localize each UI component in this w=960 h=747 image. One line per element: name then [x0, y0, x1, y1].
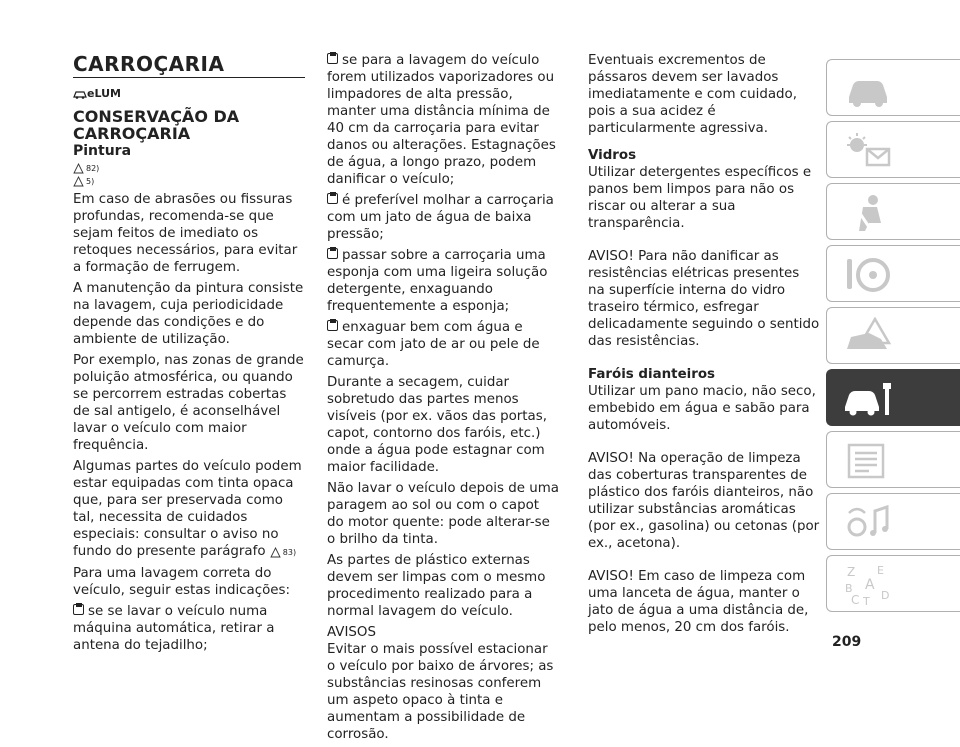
tab-warning-lights[interactable] — [826, 121, 960, 178]
hand-warning-icon — [270, 546, 281, 557]
warning-paragraph: AVISO! Para não danificar as resistências elétricas presentes na superfície interna do vidro traseiro térmico, esfregar delicadamente seguindo o sentido das resistências. — [588, 249, 820, 349]
tab-car-dashboard[interactable] — [826, 59, 960, 116]
bullet-icon — [327, 320, 338, 331]
bullet-item: é preferível molhar a carroçaria com um jato de água de baixa pressão; — [327, 193, 554, 242]
bullet-icon — [327, 248, 338, 259]
index-letter: Z — [847, 565, 856, 579]
bullet-icon — [327, 193, 338, 204]
subheading-vidros: Vidros — [588, 148, 637, 163]
logo-text: eLUM — [87, 87, 121, 100]
section-title: CONSERVAÇÃO DA CARROÇARIA — [73, 107, 240, 143]
tab-seat-safety[interactable] — [826, 183, 960, 240]
index-letter: C — [851, 593, 860, 605]
warning-lights-mail-icon — [843, 131, 893, 171]
tab-emergency[interactable] — [826, 307, 960, 364]
tab-starting-driving[interactable] — [826, 245, 960, 302]
chapter-divider — [73, 77, 305, 78]
multimedia-icon — [843, 503, 893, 543]
paragraph: A manutenção da pintura consiste na lavagem, cuja periodicidade depende das condições e do ambiente de utilização. — [73, 281, 304, 347]
column-2 — [327, 52, 559, 747]
subheading-farois: Faróis dianteiros — [588, 367, 716, 382]
tab-alphabetical-index[interactable] — [826, 555, 960, 612]
column-1 — [73, 143, 305, 658]
page-number: 209 — [832, 634, 862, 650]
electric-vehicle-logo — [73, 87, 121, 100]
paragraph: Em caso de abrasões ou fissuras profundas, recomenda-se que sejam feitos de imediato os retoques necessários, para evitar a formação de ferrugem. — [73, 192, 298, 275]
chapter-navigation-sidebar — [826, 59, 960, 619]
reference-5: 5) — [73, 175, 305, 188]
paragraph: Durante a secagem, cuidar sobretudo das partes menos visíveis (por ex. vãos das portas, capot, contorno dos faróis, etc.) onde a água pode estagnar com maior facilidade. — [327, 375, 547, 475]
paragraph: Utilizar um pano macio, não seco, embebido em água e sabão para automóveis. — [588, 384, 816, 433]
paragraph: Não lavar o veículo depois de uma paragem ao sol ou com o capot do motor quente: pode alterar-se o brilho da tinta. — [327, 481, 559, 547]
paragraph: Por exemplo, nas zonas de grande poluição atmosférica, ou quando se percorrem estradas cobertas de sal antigelo, é aconselhável lavar o veículo com maior frequência. — [73, 353, 304, 453]
tab-multimedia[interactable] — [826, 493, 960, 550]
warning-paragraph: AVISO! Em caso de limpeza com uma lanceta de água, manter o jato de água a uma distância de, pelo menos, 20 cm dos faróis. — [588, 569, 809, 635]
index-letter: D — [881, 589, 890, 602]
car-wrench-icon — [843, 379, 893, 419]
bullet-item: se se lavar o veículo numa máquina automática, retirar a antena do tejadilho; — [73, 604, 275, 653]
warning-paragraph: AVISO! Na operação de limpeza das coberturas transparentes de plástico dos faróis dianteiros, não utilizar substâncias aromáticas (por ex., gasolina) ou cetonas (por ex., acetona). — [588, 451, 820, 551]
paragraph: Algumas partes do veículo podem estar equipadas com tinta opaca que, para ser preservada como tal, necessita de cuidados especiais: consultar o aviso no fundo do presente parágrafo 83) — [73, 459, 302, 559]
index-letter: B — [845, 582, 853, 595]
tab-technical-data[interactable] — [826, 431, 960, 488]
bullet-item: se para a lavagem do veículo forem utilizados vaporizadores ou limpadores de alta pressão, manter uma distância mínima de 40 cm da carroçaria para evitar danos ou alterações. Estagnações de água, a longo prazo, podem danificar o veículo; — [327, 53, 556, 187]
steering-key-icon — [843, 255, 893, 295]
chapter-title: CARROÇARIA — [73, 52, 225, 76]
paragraph: Para uma lavagem correta do veículo, seguir estas indicações: — [73, 566, 291, 598]
bullet-item: enxaguar bem com água e secar com jato de ar ou pele de camurça. — [327, 320, 540, 369]
index-letter: A — [865, 577, 875, 593]
column-3 — [588, 52, 820, 640]
alphabetical-index-icon — [843, 565, 893, 605]
paragraph: As partes de plástico externas devem ser limpas com o mesmo procedimento realizado para a normal lavagem do veículo. — [327, 553, 546, 619]
hand-warning-icon — [73, 163, 84, 174]
paragraph: Utilizar detergentes específicos e panos bem limpos para não os riscar ou alterar a sua transparência. — [588, 165, 812, 231]
seat-airbag-icon — [843, 193, 893, 233]
tab-maintenance[interactable] — [826, 369, 960, 426]
car-warning-icon — [843, 317, 893, 357]
car-dashboard-icon — [843, 69, 893, 109]
bullet-icon — [327, 53, 338, 64]
paragraph: Evitar o mais possível estacionar o veículo por baixo de árvores; as substâncias resinosas conferem um aspeto opaco à tinta e aumentam a possibilidade de corrosão. — [327, 642, 554, 742]
paragraph: Eventuais excrementos de pássaros devem ser lavados imediatamente e com cuidado, pois a sua acidez é particularmente agressiva. — [588, 53, 797, 136]
index-letter: T — [863, 595, 870, 605]
hand-warning-icon — [73, 176, 84, 187]
bullet-icon — [73, 604, 84, 615]
bullet-item: passar sobre a carroçaria uma esponja com uma ligeira solução detergente, enxaguando frequentemente a esponja; — [327, 248, 548, 314]
avisos-heading: AVISOS — [327, 625, 376, 640]
subheading-pintura: Pintura — [73, 143, 132, 159]
reference-82: 82) — [73, 162, 305, 175]
index-letter: E — [877, 565, 884, 577]
technical-data-icon — [843, 441, 893, 481]
